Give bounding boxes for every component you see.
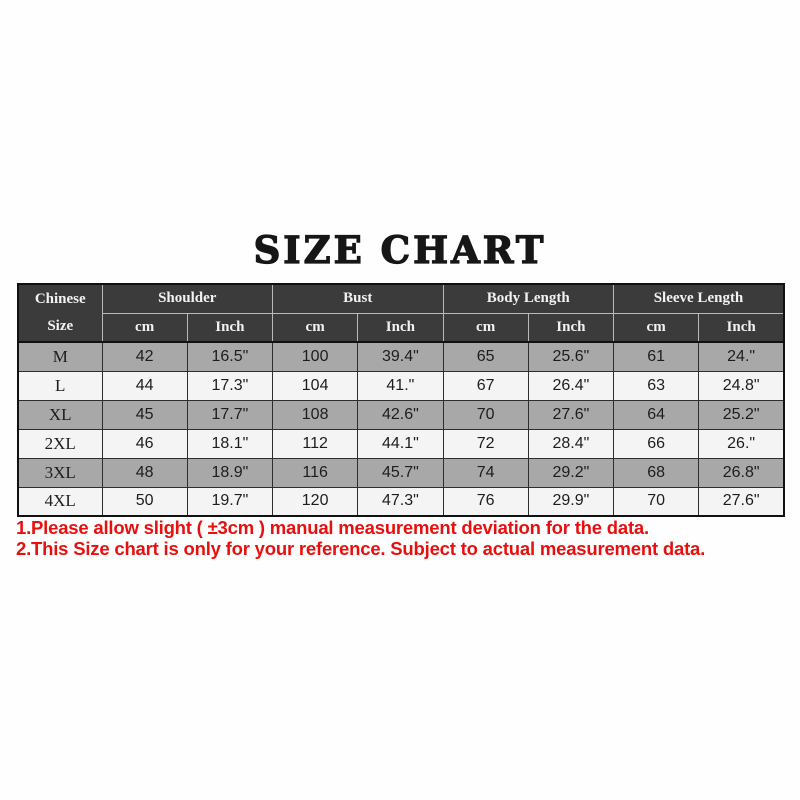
- unit-header-cm: cm: [614, 313, 699, 342]
- measurement-cell: 66: [614, 429, 699, 458]
- size-label: 2XL: [18, 429, 102, 458]
- size-label: M: [18, 342, 102, 371]
- group-header-body-length: Body Length: [443, 284, 614, 313]
- measurement-cell: 41.": [358, 371, 443, 400]
- measurement-cell: 17.7": [187, 400, 272, 429]
- measurement-cell: 44.1": [358, 429, 443, 458]
- measurement-cell: 45.7": [358, 458, 443, 487]
- measurement-cell: 42: [102, 342, 187, 371]
- measurement-cell: 17.3": [187, 371, 272, 400]
- group-header-row: [18, 284, 784, 313]
- measurement-cell: 44: [102, 371, 187, 400]
- note-line-2: 2.This Size chart is only for your reference. Subject to actual measurement data.: [16, 538, 706, 559]
- measurement-cell: 70: [614, 487, 699, 516]
- measurement-cell: 100: [273, 342, 358, 371]
- measurement-cell: 26.4": [528, 371, 613, 400]
- unit-header-cm: cm: [273, 313, 358, 342]
- measurement-cell: 29.2": [528, 458, 613, 487]
- group-header-bust: Bust: [273, 284, 444, 313]
- measurement-cell: 18.1": [187, 429, 272, 458]
- measurement-cell: 45: [102, 400, 187, 429]
- measurement-cell: 72: [443, 429, 528, 458]
- measurement-cell: 25.2": [699, 400, 784, 429]
- page-title: SIZE CHART: [253, 228, 547, 272]
- measurement-cell: 27.6": [699, 487, 784, 516]
- measurement-cell: 64: [614, 400, 699, 429]
- table-row: [18, 487, 784, 516]
- measurement-cell: 68: [614, 458, 699, 487]
- group-header-sleeve-length: Sleeve Length: [614, 284, 785, 313]
- measurement-cell: 63: [614, 371, 699, 400]
- measurement-cell: 65: [443, 342, 528, 371]
- measurement-cell: 19.7": [187, 487, 272, 516]
- measurement-cell: 42.6": [358, 400, 443, 429]
- table-row: [18, 400, 784, 429]
- measurement-cell: 24.": [699, 342, 784, 371]
- table-row: [18, 342, 784, 371]
- table-row: [18, 429, 784, 458]
- measurement-cell: 24.8": [699, 371, 784, 400]
- measurement-cell: 61: [614, 342, 699, 371]
- measurement-cell: 67: [443, 371, 528, 400]
- corner-header: Chinese Size: [18, 284, 102, 342]
- unit-header-inch: Inch: [358, 313, 443, 342]
- measurement-cell: 116: [273, 458, 358, 487]
- measurement-cell: 47.3": [358, 487, 443, 516]
- measurement-cell: 46: [102, 429, 187, 458]
- measurement-cell: 29.9": [528, 487, 613, 516]
- size-label: XL: [18, 400, 102, 429]
- measurement-cell: 26.8": [699, 458, 784, 487]
- measurement-cell: 26.": [699, 429, 784, 458]
- unit-header-row: [18, 313, 784, 342]
- size-label: 3XL: [18, 458, 102, 487]
- measurement-cell: 74: [443, 458, 528, 487]
- unit-header-cm: cm: [443, 313, 528, 342]
- measurement-cell: 27.6": [528, 400, 613, 429]
- unit-header-inch: Inch: [187, 313, 272, 342]
- unit-header-inch: Inch: [699, 313, 784, 342]
- measurement-cell: 48: [102, 458, 187, 487]
- measurement-cell: 28.4": [528, 429, 613, 458]
- table-row: [18, 458, 784, 487]
- measurement-cell: 70: [443, 400, 528, 429]
- measurement-cell: 112: [273, 429, 358, 458]
- unit-header-cm: cm: [102, 313, 187, 342]
- measurement-cell: 18.9": [187, 458, 272, 487]
- note-line-1: 1.Please allow slight ( ±3cm ) manual measurement deviation for the data.: [16, 517, 649, 538]
- measurement-cell: 76: [443, 487, 528, 516]
- measurement-notes: [16, 517, 786, 559]
- size-chart-table: [17, 283, 785, 517]
- unit-header-inch: Inch: [528, 313, 613, 342]
- measurement-cell: 50: [102, 487, 187, 516]
- size-table-body: [18, 342, 784, 516]
- measurement-cell: 108: [273, 400, 358, 429]
- size-label: L: [18, 371, 102, 400]
- measurement-cell: 120: [273, 487, 358, 516]
- measurement-cell: 25.6": [528, 342, 613, 371]
- group-header-shoulder: Shoulder: [102, 284, 273, 313]
- size-label: 4XL: [18, 487, 102, 516]
- table-row: [18, 371, 784, 400]
- measurement-cell: 39.4": [358, 342, 443, 371]
- measurement-cell: 16.5": [187, 342, 272, 371]
- measurement-cell: 104: [273, 371, 358, 400]
